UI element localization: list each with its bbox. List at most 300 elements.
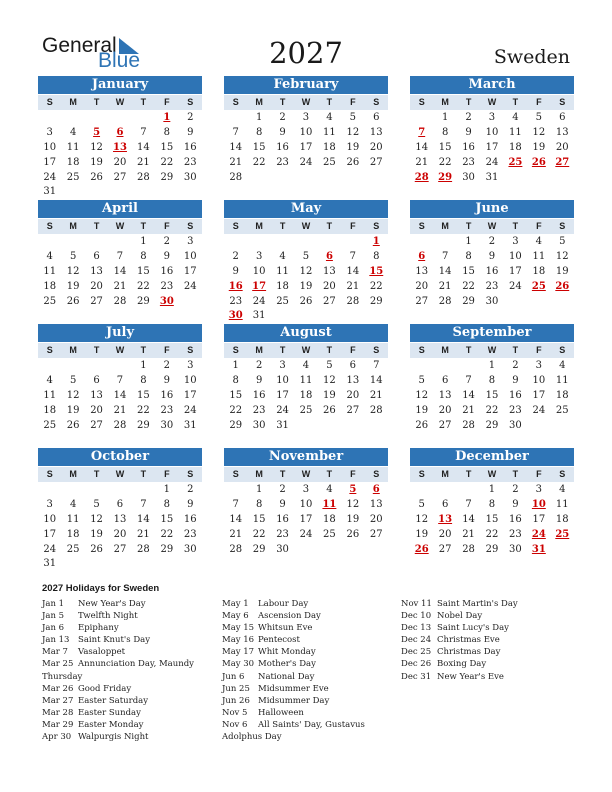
day-cell: 13 [323,265,336,277]
day-cell: 19 [555,265,569,277]
weekday-label: F [536,221,542,231]
day-cell: 11 [509,126,522,138]
day-cell: 14 [438,265,452,277]
day-cell: 7 [441,250,449,262]
day-cell: 14 [346,265,360,277]
day-grid [38,483,202,572]
day-cell: 4 [326,484,333,495]
day-cell: 3 [302,112,310,123]
day-cell: 8 [465,250,472,262]
day-cell: 15 [160,141,174,153]
day-cell: 31 [485,171,499,183]
weekday-label: M [441,221,449,231]
day-cell: 23 [252,404,266,416]
day-cell: 19 [90,156,103,168]
day-cell: 17 [43,156,57,168]
day-cell: 14 [113,389,127,401]
holiday-day-cell: 1 [163,112,171,123]
day-cell: 22 [160,528,174,540]
day-cell: 16 [183,513,197,525]
day-cell: 13 [113,513,127,525]
month-may [224,200,388,324]
day-cell: 16 [462,141,475,153]
day-cell: 27 [323,295,336,307]
day-cell: 11 [43,265,57,277]
empty-cell [108,235,131,250]
holiday-entry [42,695,217,707]
day-cell: 1 [255,484,263,495]
day-cell: 6 [349,360,357,371]
day-cell: 25 [276,295,289,307]
empty-cell [247,235,270,250]
weekday-label: W [487,221,497,231]
day-cell: 10 [43,513,57,525]
day-cell: 8 [140,250,147,262]
weekday-header [38,467,202,482]
weekday-label: W [115,345,125,355]
empty-cell [132,483,155,498]
day-cell: 5 [93,498,100,510]
weekday-label: F [350,221,356,231]
day-cell: 21 [415,156,429,168]
day-cell: 10 [276,374,289,386]
day-grid [38,111,202,200]
day-cell: 20 [113,528,127,540]
day-cell: 25 [43,419,57,431]
day-grid [224,483,388,557]
day-cell: 14 [415,141,429,153]
day-cell: 13 [369,498,383,510]
day-cell: 11 [66,513,80,525]
day-cell: 22 [229,404,243,416]
day-cell: 16 [276,141,289,153]
weekday-label: T [326,97,333,107]
empty-cell [85,483,108,498]
weekday-label: T [140,345,147,355]
day-cell: 2 [163,360,171,371]
holiday-entry [401,646,576,658]
day-cell: 1 [163,484,171,495]
day-cell: 12 [415,389,429,401]
day-cell: 27 [438,419,452,431]
day-cell: 29 [462,295,475,307]
calendar-year: 2027 [269,36,343,70]
weekday-label: S [187,345,194,355]
weekday-label: T [465,97,472,107]
day-cell: 19 [415,404,429,416]
day-cell: 28 [113,419,127,431]
month-title: August [224,324,388,342]
day-cell: 11 [555,498,569,510]
day-cell: 18 [323,513,336,525]
month-title: June [410,200,574,218]
day-cell: 20 [415,280,429,292]
day-cell: 18 [323,141,336,153]
day-cell: 12 [323,374,336,386]
empty-cell [224,235,247,250]
weekday-header [410,343,574,358]
day-cell: 9 [512,498,519,510]
day-cell: 15 [229,389,243,401]
day-cell: 10 [485,126,499,138]
weekday-label: F [350,345,356,355]
day-cell: 19 [415,528,429,540]
holidays-title: 2027 Holidays for Sweden [42,583,160,594]
weekday-header [224,95,388,110]
day-cell: 19 [90,528,103,540]
holiday-day-cell: 11 [322,498,337,510]
holiday-day-cell: 31 [531,543,546,555]
day-cell: 2 [512,360,519,371]
day-cell: 31 [276,419,289,431]
day-cell: 27 [415,295,429,307]
weekday-header [224,219,388,234]
holiday-entry [222,622,397,634]
day-cell: 17 [183,265,197,277]
day-cell: 12 [90,513,103,525]
weekday-label: S [46,345,53,355]
day-cell: 29 [485,419,499,431]
day-cell: 2 [163,236,171,247]
day-cell: 20 [555,141,569,153]
weekday-header [224,467,388,482]
day-cell: 6 [559,112,566,123]
holiday-day-cell: 30 [159,295,174,307]
holiday-day-cell: 6 [372,484,380,495]
day-cell: 18 [276,280,289,292]
empty-cell [108,483,131,498]
holiday-date: May 17 [222,647,255,658]
weekday-label: T [93,345,100,355]
holiday-name: Adolphus Day [222,732,282,743]
holiday-entry [222,634,397,646]
day-grid [410,483,574,557]
day-cell: 15 [462,265,475,277]
day-cell: 22 [369,280,383,292]
day-cell: 1 [232,360,239,371]
day-cell: 16 [509,513,522,525]
day-grid [38,359,202,433]
month-september [410,324,574,433]
day-cell: 26 [66,419,80,431]
day-cell: 29 [137,419,150,431]
empty-cell [108,111,131,126]
day-cell: 10 [532,374,546,386]
day-cell: 23 [462,156,475,168]
weekday-label: F [164,97,170,107]
weekday-label: T [512,469,519,479]
day-cell: 7 [349,250,357,262]
day-cell: 5 [559,236,566,247]
day-cell: 2 [232,250,239,262]
day-cell: 20 [113,156,127,168]
weekday-label: S [232,221,239,231]
day-cell: 18 [532,265,546,277]
weekday-header [38,95,202,110]
day-cell: 4 [326,112,333,123]
day-cell: 6 [93,374,100,386]
day-cell: 4 [535,236,543,247]
day-cell: 15 [252,141,266,153]
month-january [38,76,202,200]
day-cell: 22 [485,528,499,540]
day-cell: 6 [93,250,100,262]
day-cell: 3 [187,236,194,247]
weekday-label: T [279,97,286,107]
holiday-day-cell: 26 [414,543,429,555]
day-cell: 26 [90,543,103,555]
weekday-label: F [164,345,170,355]
day-cell: 7 [140,126,147,138]
month-april [38,200,202,309]
empty-cell [457,359,480,374]
day-cell: 18 [66,528,80,540]
day-cell: 8 [163,126,171,138]
day-cell: 9 [512,374,519,386]
day-cell: 10 [43,141,57,153]
day-cell: 9 [187,126,194,138]
weekday-label: S [418,97,425,107]
day-cell: 5 [535,112,543,123]
holiday-date: Jun 6 [222,671,245,682]
day-cell: 2 [279,112,286,123]
day-cell: 23 [183,156,197,168]
day-cell: 15 [252,513,266,525]
month-october [38,448,202,572]
weekday-label: M [69,97,77,107]
day-cell: 16 [485,265,499,277]
holiday-date: Jan 13 [42,635,70,646]
day-cell: 21 [462,404,475,416]
day-cell: 10 [509,250,522,262]
weekday-label: T [512,221,519,231]
day-cell: 24 [299,528,313,540]
day-cell: 17 [299,141,313,153]
weekday-label: F [164,221,170,231]
holiday-date: Jan 6 [42,623,65,634]
day-cell: 16 [160,389,174,401]
calendar-country: Sweden [493,46,570,68]
day-cell: 19 [346,141,360,153]
holiday-entry [401,634,576,646]
day-cell: 28 [137,543,150,555]
day-cell: 29 [160,171,174,183]
empty-cell [271,235,294,250]
day-cell: 5 [302,250,310,262]
weekday-label: F [536,345,542,355]
holiday-date: Jan 5 [42,611,65,622]
month-july [38,324,202,433]
day-cell: 8 [255,498,263,510]
day-cell: 16 [509,389,522,401]
day-cell: 21 [346,280,360,292]
empty-cell [433,483,456,498]
day-cell: 20 [346,389,360,401]
day-cell: 4 [302,360,310,371]
weekday-header [38,343,202,358]
day-cell: 31 [43,186,57,198]
weekday-label: T [512,97,519,107]
holiday-entry [42,683,217,695]
weekday-label: S [187,221,194,231]
day-cell: 21 [438,280,452,292]
weekday-header [38,219,202,234]
day-cell: 18 [555,389,569,401]
holiday-name: Labour Day [258,599,309,609]
weekday-label: T [326,221,333,231]
month-title: October [38,448,202,466]
holiday-date: Mar 25 [42,659,74,670]
holiday-name: Easter Monday [78,719,144,730]
holiday-name: New Year's Eve [437,671,504,682]
day-cell: 24 [532,404,546,416]
day-cell: 9 [163,374,171,386]
day-cell: 4 [69,498,77,510]
day-cell: 30 [252,419,266,431]
day-cell: 25 [323,528,336,540]
day-cell: 17 [276,389,289,401]
holiday-date: Dec 31 [401,671,432,682]
day-cell: 23 [485,280,499,292]
holiday-day-cell: 17 [252,280,267,292]
day-cell: 24 [43,171,57,183]
day-cell: 30 [509,419,522,431]
day-cell: 11 [323,126,336,138]
weekday-label: W [115,469,125,479]
day-cell: 29 [160,543,174,555]
day-cell: 12 [415,513,429,525]
day-cell: 28 [462,419,475,431]
day-cell: 26 [90,171,103,183]
day-cell: 20 [90,404,103,416]
day-cell: 10 [183,250,197,262]
day-cell: 1 [441,112,449,123]
empty-cell [108,359,131,374]
day-cell: 21 [113,280,127,292]
day-cell: 14 [229,513,243,525]
weekday-label: T [279,469,286,479]
day-cell: 30 [462,171,475,183]
holiday-column [42,598,217,743]
holiday-date: Nov 11 [401,599,432,609]
empty-cell [410,111,433,126]
day-cell: 23 [509,528,522,540]
holiday-name: Saint Knut's Day [78,635,151,646]
day-cell: 22 [485,404,499,416]
holiday-entry [42,731,217,743]
holiday-date: Jan 1 [42,599,65,609]
day-cell: 22 [252,528,266,540]
month-title: March [410,76,574,94]
weekday-label: S [559,345,566,355]
holiday-entry [222,646,397,658]
day-cell: 10 [299,126,313,138]
holiday-entry [42,598,217,610]
weekday-label: M [69,469,77,479]
month-title: July [38,324,202,342]
day-cell: 19 [66,404,80,416]
holiday-day-cell: 6 [116,126,124,138]
holiday-day-cell: 27 [555,156,570,168]
holiday-entry [401,610,576,622]
day-cell: 1 [488,484,496,495]
holiday-entry [222,598,397,610]
day-cell: 23 [160,404,174,416]
holiday-date: Dec 24 [401,635,432,646]
holiday-date: Dec 26 [401,659,432,670]
holiday-day-cell: 7 [418,126,426,138]
holiday-name: Midsummer Day [258,695,330,706]
day-cell: 21 [137,156,150,168]
empty-cell [294,235,317,250]
weekday-label: S [373,469,380,479]
day-cell: 28 [438,295,452,307]
month-february [224,76,388,185]
day-cell: 23 [183,528,197,540]
day-cell: 7 [465,374,472,386]
day-cell: 27 [90,419,103,431]
day-cell: 28 [229,543,243,555]
day-cell: 18 [43,280,57,292]
holiday-day-cell: 25 [555,528,570,540]
day-grid [224,111,388,185]
day-cell: 6 [373,112,380,123]
day-cell: 15 [160,513,174,525]
day-cell: 7 [373,360,380,371]
day-cell: 30 [485,295,499,307]
day-cell: 8 [488,374,496,386]
day-cell: 17 [43,528,57,540]
day-cell: 12 [532,126,546,138]
weekday-label: W [487,345,497,355]
empty-cell [61,359,84,374]
day-cell: 4 [279,250,286,262]
holiday-entry [401,671,576,683]
day-cell: 21 [229,156,243,168]
day-cell: 3 [46,498,53,510]
logo-word-general: General [42,34,117,57]
holiday-name: Saint Martin's Day [437,599,518,609]
day-cell: 14 [113,265,127,277]
holiday-name: Epiphany [78,623,119,634]
day-cell: 29 [137,295,150,307]
day-cell: 18 [299,389,313,401]
day-cell: 9 [279,126,286,138]
day-cell: 12 [66,265,80,277]
weekday-label: S [46,97,53,107]
day-cell: 2 [255,360,263,371]
day-cell: 5 [349,112,357,123]
day-cell: 9 [232,265,239,277]
weekday-label: M [441,97,449,107]
holiday-entry [222,695,397,707]
day-cell: 28 [229,171,243,183]
day-grid [224,359,388,433]
day-cell: 11 [532,250,546,262]
empty-cell [85,359,108,374]
day-cell: 14 [462,513,475,525]
day-cell: 14 [137,141,150,153]
weekday-label: F [536,469,542,479]
day-cell: 13 [415,265,429,277]
weekday-label: S [46,469,53,479]
day-cell: 21 [462,528,475,540]
day-cell: 4 [512,112,519,123]
empty-cell [61,235,84,250]
day-cell: 3 [488,112,496,123]
day-cell: 17 [509,265,522,277]
day-cell: 16 [160,265,174,277]
